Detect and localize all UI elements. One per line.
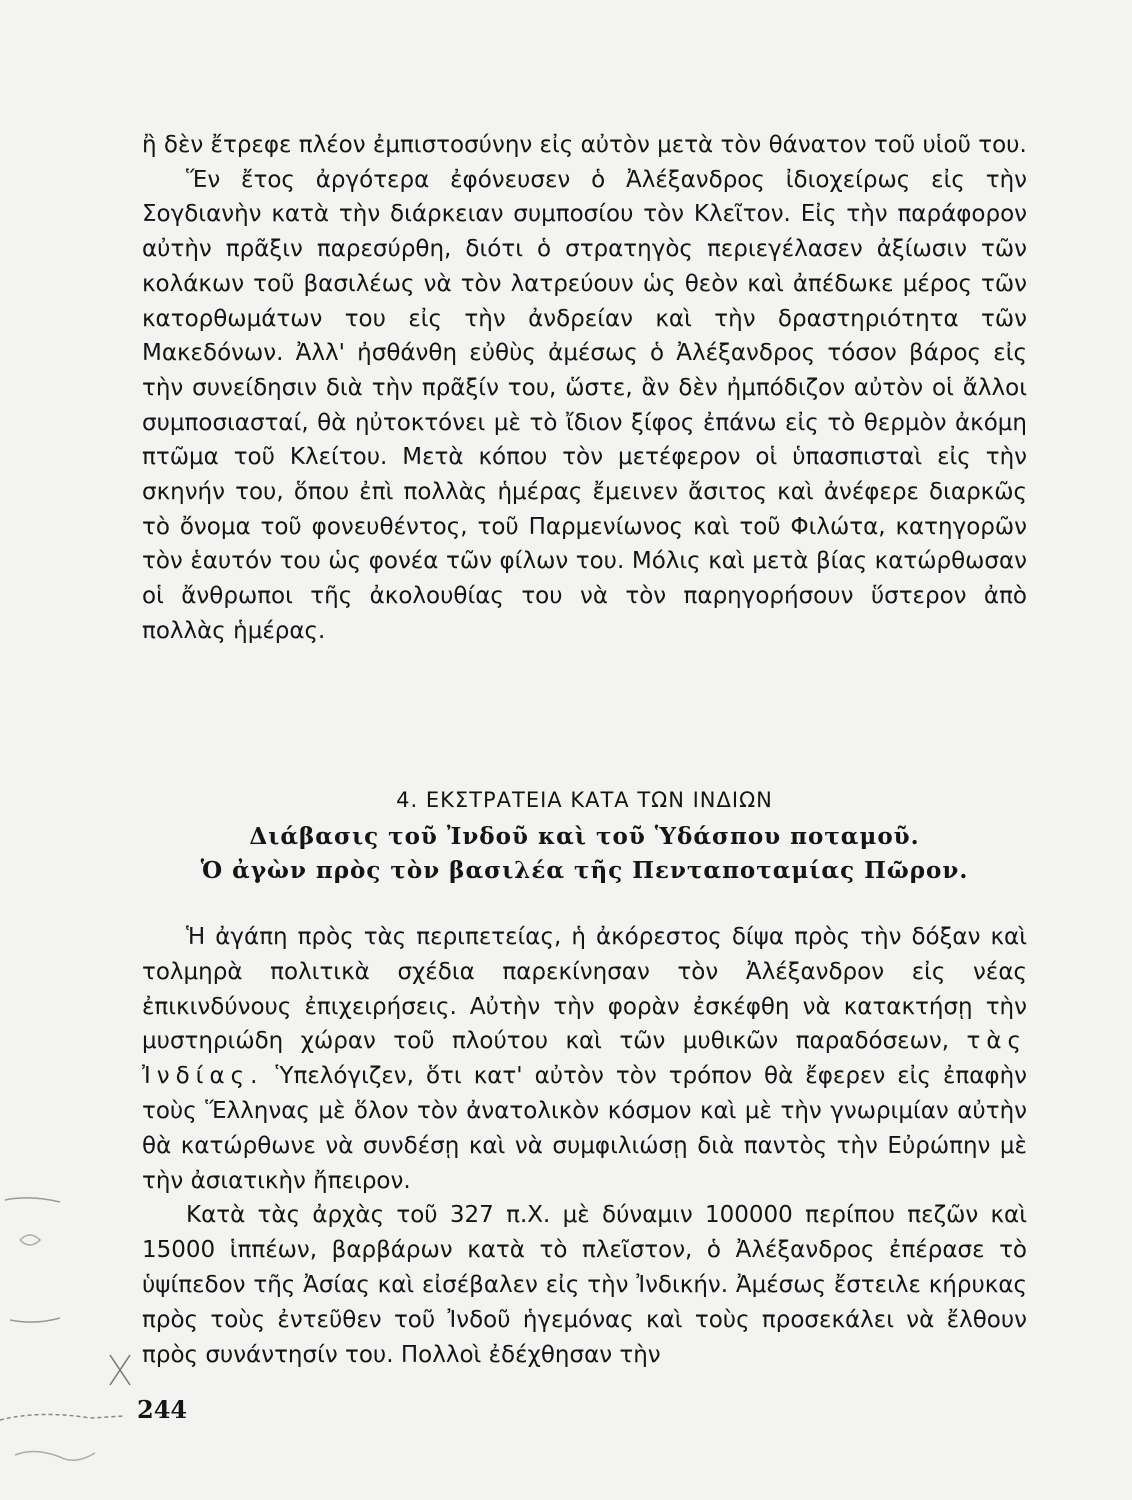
subtitle-line-2: Ὁ ἀγὼν πρὸς τὸν βασιλέα τῆς Πενταποταμίας Πῶρον. [200, 857, 969, 884]
paragraph-3-part-b: Ὑπελόγιζεν, ὅτι κατ' αὐτὸν τὸν τρόπον θὰ ἔφερεν εἰς ἐπαφὴν τοὺς Ἕλληνας μὲ ὅλον τὸν ἀνατολικὸν κόσμον καὶ μὲ τὴν γνωριμίαν αὐτὴν θὰ κατώρθωνε νὰ συνδέσῃ καὶ νὰ συμφιλιώσῃ διὰ παντὸς τὴν Εὐρώπην μὲ τὴν ἀσιατικὴν ἤπειρον. [142, 1063, 1028, 1194]
paragraph-3-part-a: Ἡ ἀγάπη πρὸς τὰς περιπετείας, ἡ ἀκόρεστος δίψα πρὸς τὴν δόξαν καὶ τολμηρὰ πολιτικὰ σχέδια παρεκίνησαν τὸν Ἀλέξανδρον εἰς νέας ἐπικινδύνους ἐπιχειρήσεις. Αὐτὴν τὴν φορὰν ἐσκέφθη νὰ κατακτήσῃ τὴν μυστηριώδη χώραν τοῦ πλούτου καὶ τῶν μυθικῶν παραδόσεων, [142, 924, 1027, 1055]
section-subtitle [142, 820, 1027, 888]
paragraph-2: Ἕν ἔτος ἀργότερα ἐφόνευσεν ὁ Ἀλέξανδρος ἰδιοχείρως εἰς τὴν Σογδιανὴν κατὰ τὴν διάρκειαν συμποσίου τὸν Κλεῖτον. Εἰς τὴν παράφορον αὐτὴν πρᾶξιν παρεσύρθη, διότι ὁ στρατηγὸς περιεγέλασεν ἀξίωσιν τῶν κολάκων τοῦ βασιλέως νὰ τὸν λατρεύουν ὡς θεὸν καὶ ἀπέδωκε μέρος τῶν κατορθωμάτων του εἰς τὴν ἀνδρείαν καὶ τὴν δραστηριότητα τῶν Μακεδόνων. Ἀλλ' ἠσθάνθη εὐθὺς ἀμέσως ὁ Ἀλέξανδρος τόσον βάρος εἰς τὴν συνείδησιν διὰ τὴν πρᾶξίν του, ὥστε, ἂν δὲν ἠμπόδιζον αὐτὸν οἱ ἄλλοι συμποσιασταί, θὰ ηὐτοκτόνει μὲ τὸ ἴδιον ξίφος ἐπάνω εἰς τὸ θερμὸν ἀκόμη πτῶμα τοῦ Κλείτου. Μετὰ κόπου τὸν μετέφερον οἱ ὑπασπισταὶ εἰς τὴν σκηνήν του, ὅπου ἐπὶ πολλὰς ἡμέρας ἔμεινεν ἄσιτος καὶ ἀνέφερε διαρκῶς τὸ ὄνομα τοῦ φονευθέντος, τοῦ Παρμενίωνος καὶ τοῦ Φιλώτα, κατηγορῶν τὸν ἑαυτόν του ὡς φονέα τῶν φίλων του. Μόλις καὶ μετὰ βίας κατώρθωσαν οἱ ἄνθρωποι τῆς ἀκολουθίας του νὰ τὸν παρηγορήσουν ὕστερον ἀπὸ πολλὰς ἡμέρας. [142, 166, 1027, 644]
margin-pencil-marks [0, 1180, 140, 1500]
spaced-word-indias: τὰς Ἰνδίας. [142, 1028, 1027, 1090]
top-text-block [142, 128, 1027, 649]
page-number: 244 [137, 1395, 188, 1424]
subtitle-line-1: Διάβασις τοῦ Ἰνδοῦ καὶ τοῦ Ὑδάσπου ποταμοῦ. [249, 823, 920, 850]
section-title: 4. ΕΚΣΤΡΑΤΕΙΑ ΚΑΤΑ ΤΩΝ ΙΝΔΙΩΝ [396, 788, 773, 812]
bottom-text-block [142, 920, 1027, 1372]
paragraph-1: ἢ δὲν ἔτρεφε πλέον ἐμπιστοσύνην εἰς αὐτὸν μετὰ τὸν θάνατον τοῦ υἱοῦ του. [142, 132, 1027, 158]
paragraph-4: Κατὰ τὰς ἀρχὰς τοῦ 327 π.Χ. μὲ δύναμιν 100000 περίπου πεζῶν καὶ 15000 ἱππέων, βαρβάρων κατὰ τὸ πλεῖστον, ὁ Ἀλέξανδρος ἐπέρασε τὸ ὑψίπεδον τῆς Ἀσίας καὶ εἰσέβαλεν εἰς τὴν Ἰνδικήν. Ἀμέσως ἔστειλε κήρυκας πρὸς τοὺς ἐντεῦθεν τοῦ Ἰνδοῦ ἡγεμόνας καὶ τοὺς προσεκάλει νὰ ἔλθουν πρὸς συνάντησίν του. Πολλοὶ ἐδέχθησαν τὴν [142, 1202, 1027, 1368]
paragraph-3 [142, 920, 1027, 1198]
